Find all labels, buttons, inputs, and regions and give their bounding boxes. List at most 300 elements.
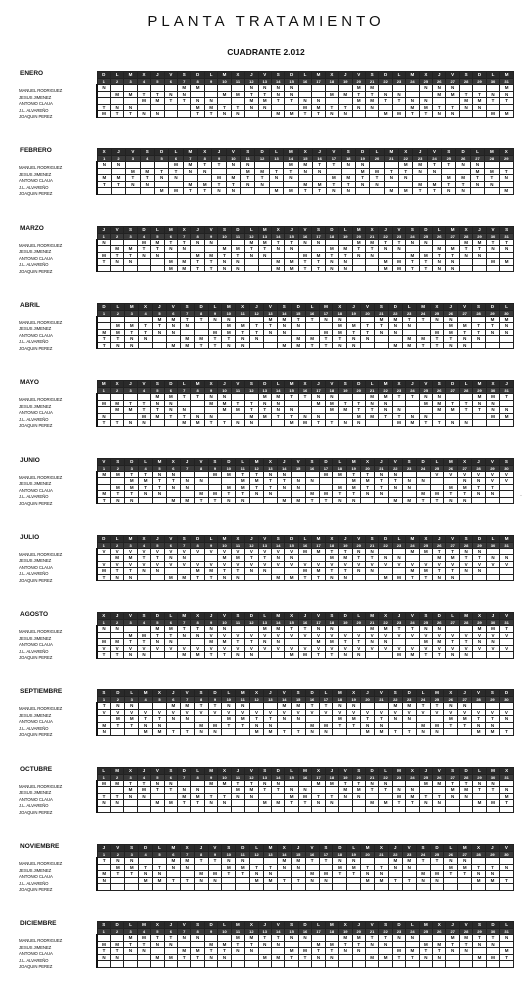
shift-cell: N (444, 316, 458, 323)
shift-cell: T (204, 652, 217, 659)
employee-name: JOAQUIN PEREZ (19, 809, 53, 815)
day-number-cell: 27 (446, 929, 459, 935)
shift-cell: T (258, 555, 271, 562)
shift-cell: N (271, 91, 284, 98)
shift-cell: T (472, 329, 486, 336)
shift-cell: M (416, 871, 430, 878)
shift-cell: N (277, 323, 291, 330)
shift-cell (285, 961, 298, 968)
shift-cell: T (137, 400, 150, 407)
shift-cell: V (473, 645, 486, 652)
employee-name: J.L. ALVAREÑO (19, 107, 49, 113)
weekday-cell: J (277, 458, 291, 465)
shift-cell: T (291, 729, 305, 736)
day-number-cell: 19 (339, 388, 352, 394)
day-number-cell: 15 (291, 852, 305, 858)
shift-cell: V (459, 632, 472, 639)
shift-cell: T (416, 316, 430, 323)
month-name: JULIO (20, 533, 40, 541)
day-number-cell: 31 (500, 542, 514, 548)
shift-cell: N (419, 394, 432, 401)
weekday-cell: S (325, 613, 338, 620)
shift-cell: T (245, 941, 258, 948)
weekday-cell: L (151, 226, 164, 233)
shift-cell: N (352, 793, 365, 800)
shift-cell: N (446, 420, 459, 427)
employee-name: MANUEL RODRIGUEZ (19, 551, 63, 557)
weekday-cell: L (164, 613, 177, 620)
weekday-cell: D (352, 381, 365, 388)
weekday-cell: L (392, 72, 405, 79)
shift-cell: M (204, 104, 217, 111)
shift-cell: T (406, 800, 419, 807)
weekday-cell: M (164, 226, 177, 233)
shift-cell: T (375, 716, 389, 723)
weekday-cell: M (231, 922, 244, 929)
shift-cell: T (458, 871, 472, 878)
day-number-cell: 21 (365, 620, 378, 626)
shift-cell (125, 729, 139, 736)
month-name: MARZO (20, 224, 44, 232)
shift-cell: T (347, 491, 361, 498)
weekday-cell: X (137, 535, 150, 542)
shift-cell: N (433, 259, 446, 266)
shift-cell: M (444, 864, 458, 871)
weekday-cell: D (419, 226, 432, 233)
weekday-cell: S (277, 303, 291, 310)
shift-cell: T (347, 329, 361, 336)
shift-cell: N (291, 478, 305, 485)
day-number-cell: 16 (298, 774, 311, 780)
shift-cell: T (486, 98, 499, 105)
shift-cell: T (194, 497, 208, 504)
shift-cell: N (264, 491, 278, 498)
shift-cell: N (388, 329, 402, 336)
shift-cell: M (284, 188, 298, 195)
shift-cell (137, 265, 150, 272)
shift-cell: T (419, 265, 432, 272)
shift-cell: V (125, 709, 139, 716)
employee-shift-row (97, 111, 514, 118)
shift-cell (352, 806, 365, 813)
weekday-cell: D (111, 690, 125, 697)
shift-cell: N (459, 948, 472, 955)
day-number-cell: 23 (402, 465, 416, 471)
weekday-cell: J (258, 922, 271, 929)
shift-cell: M (204, 941, 217, 948)
employee-name: JOAQUIN PEREZ (19, 964, 53, 970)
shift-cell: T (339, 252, 352, 259)
shift-cell: N (191, 413, 204, 420)
shift-cell: M (285, 652, 298, 659)
shift-cell: N (111, 703, 125, 710)
shift-cell: N (499, 323, 513, 330)
shift-cell: M (456, 175, 470, 182)
shift-cell: M (111, 329, 125, 336)
shift-cell: V (500, 561, 514, 568)
shift-cell: T (499, 877, 513, 884)
shift-cell: N (333, 497, 347, 504)
shift-cell: T (446, 780, 459, 787)
shift-cell: N (472, 871, 486, 878)
shift-cell: T (231, 400, 244, 407)
shift-cell: V (218, 632, 231, 639)
shift-cell: V (444, 471, 458, 478)
weekday-cell: L (139, 458, 153, 465)
weekday-cell: D (416, 458, 430, 465)
shift-cell (355, 188, 369, 195)
shift-cell: M (375, 877, 389, 884)
day-number-cell: 1 (97, 774, 110, 780)
shift-cell: M (277, 858, 291, 865)
day-number-cell: 9 (208, 465, 222, 471)
day-number-cell: 2 (111, 465, 125, 471)
shift-cell: M (406, 548, 419, 555)
page-title: PLANTA TRATAMIENTO (147, 13, 385, 30)
shift-cell (151, 961, 164, 968)
shift-cell: T (271, 413, 284, 420)
shift-cell: M (333, 471, 347, 478)
shift-cell: V (285, 561, 298, 568)
day-number-cell: 29 (473, 929, 486, 935)
day-number-cell: 4 (137, 388, 150, 394)
employee-name: J.L. ALVAREÑO (19, 339, 49, 345)
weekday-cell: X (419, 72, 432, 79)
shift-cell: T (231, 639, 244, 646)
shift-cell: T (236, 491, 250, 498)
day-number-cell: 3 (124, 542, 137, 548)
shift-cell (151, 806, 164, 813)
shift-cell: M (333, 323, 347, 330)
weekday-cell: D (379, 535, 392, 542)
month-schedule-table (96, 612, 514, 659)
day-number-cell: 7 (178, 388, 191, 394)
day-number-cell: 2 (110, 620, 123, 626)
shift-cell: M (298, 181, 312, 188)
shift-cell: M (446, 246, 459, 253)
shift-cell: N (500, 555, 514, 562)
weekday-cell: D (271, 767, 284, 774)
shift-cell: N (312, 954, 325, 961)
shift-cell: V (204, 561, 217, 568)
shift-cell: T (444, 722, 458, 729)
shift-cell: M (433, 400, 446, 407)
shift-cell: M (110, 555, 123, 562)
shift-cell: N (110, 626, 123, 633)
shift-cell: V (433, 645, 446, 652)
shift-cell: M (191, 420, 204, 427)
weekday-cell: S (241, 149, 255, 156)
shift-cell: T (433, 568, 446, 575)
day-number-cell: 20 (352, 542, 365, 548)
shift-cell: N (97, 800, 110, 807)
shift-cell: M (264, 729, 278, 736)
shift-cell: V (486, 561, 499, 568)
shift-cell: V (312, 632, 325, 639)
shift-cell: M (406, 420, 419, 427)
month-name: JUNIO (20, 456, 40, 464)
shift-cell: N (402, 716, 416, 723)
shift-cell: M (124, 787, 137, 794)
shift-cell: N (473, 252, 486, 259)
shift-cell: M (137, 787, 150, 794)
shift-cell: T (178, 800, 191, 807)
shift-cell: T (339, 780, 352, 787)
shift-cell: M (298, 104, 311, 111)
month-name: NOVIEMBRE (20, 843, 60, 850)
shift-cell (473, 652, 486, 659)
weekday-cell: V (388, 458, 402, 465)
shift-cell: T (312, 793, 325, 800)
weekday-cell: M (250, 458, 264, 465)
shift-cell: V (204, 548, 217, 555)
shift-cell: N (154, 175, 168, 182)
shift-cell: N (486, 246, 499, 253)
shift-cell: N (285, 407, 298, 414)
shift-cell: M (258, 394, 271, 401)
shift-cell: N (236, 342, 250, 349)
employee-name: ANTONIO CLAUA (19, 255, 53, 261)
weekday-cell: X (110, 381, 123, 388)
weekday-cell: D (433, 613, 446, 620)
shift-cell: T (347, 471, 361, 478)
day-number-cell: 8 (191, 233, 204, 239)
shift-cell: V (191, 561, 204, 568)
shift-cell: N (212, 188, 226, 195)
shift-cell: V (419, 561, 432, 568)
shift-cell: M (486, 316, 500, 323)
weekday-cell: V (164, 72, 177, 79)
day-number-cell: 10 (222, 465, 236, 471)
weekday-cell: X (473, 613, 486, 620)
weekday-cell: S (459, 72, 472, 79)
shift-cell: T (459, 555, 472, 562)
shift-cell: M (277, 497, 291, 504)
weekday-cell: D (298, 922, 311, 929)
weekday-cell: S (151, 381, 164, 388)
weekday-cell: M (124, 535, 137, 542)
shift-cell: N (319, 316, 333, 323)
weekday-cell: S (178, 535, 191, 542)
shift-cell: M (413, 162, 427, 169)
shift-cell: V (111, 709, 125, 716)
shift-cell: N (486, 941, 499, 948)
day-number-cell: 30 (499, 310, 513, 316)
shift-cell: N (291, 484, 305, 491)
shift-cell: M (298, 568, 311, 575)
shift-cell: V (204, 632, 217, 639)
shift-cell: N (164, 941, 177, 948)
shift-cell: N (125, 703, 139, 710)
shift-cell (312, 961, 325, 968)
shift-cell: T (392, 394, 405, 401)
shift-cell: N (327, 188, 341, 195)
shift-cell (218, 961, 231, 968)
shift-cell: N (277, 471, 291, 478)
shift-cell: T (352, 639, 365, 646)
day-number-cell: 22 (379, 542, 392, 548)
shift-cell: N (388, 484, 402, 491)
shift-cell: N (352, 652, 365, 659)
shift-cell: M (500, 85, 514, 92)
shift-cell: V (137, 645, 150, 652)
weekday-cell: V (352, 535, 365, 542)
shift-cell: M (191, 252, 204, 259)
shift-cell: V (204, 645, 217, 652)
shift-cell: N (284, 175, 298, 182)
day-number-cell: 21 (365, 388, 378, 394)
weekday-cell: V (180, 690, 194, 697)
shift-cell: M (137, 935, 150, 942)
weekday-cell: D (319, 458, 333, 465)
day-number-cell: 6 (164, 233, 177, 239)
weekday-cell: S (486, 690, 500, 697)
shift-cell: M (365, 85, 378, 92)
shift-cell: T (446, 639, 459, 646)
employee-name: MANUEL RODRIGUEZ (19, 629, 63, 635)
weekday-cell: D (285, 72, 298, 79)
shift-cell: T (191, 259, 204, 266)
shift-cell: N (319, 877, 333, 884)
shift-cell: T (365, 935, 378, 942)
weekday-cell: X (325, 72, 338, 79)
shift-cell: T (139, 323, 153, 330)
weekday-cell: S (305, 458, 319, 465)
employee-name: MANUEL RODRIGUEZ (19, 397, 63, 403)
weekday-cell: J (231, 767, 244, 774)
shift-cell: M (347, 716, 361, 723)
shift-cell: N (388, 716, 402, 723)
weekday-cell: V (327, 149, 341, 156)
shift-cell (459, 961, 472, 968)
weekday-cell: J (97, 226, 110, 233)
day-number-cell: 12 (250, 465, 264, 471)
shift-cell: T (124, 639, 137, 646)
shift-cell (305, 884, 319, 891)
shift-cell (365, 111, 378, 118)
weekday-cell: V (137, 381, 150, 388)
shift-cell: V (486, 478, 500, 485)
weekday-cell: J (312, 149, 326, 156)
shift-cell: N (500, 407, 514, 414)
weekday-cell: X (444, 690, 458, 697)
weekday-cell: L (110, 535, 123, 542)
weekday-cell: M (166, 845, 180, 852)
weekday-cell: X (180, 845, 194, 852)
shift-cell: M (236, 484, 250, 491)
shift-cell: T (153, 478, 167, 485)
day-number-cell: 2 (110, 233, 123, 239)
shift-cell: T (125, 722, 139, 729)
day-number-cell: 9 (204, 620, 217, 626)
shift-cell: M (97, 329, 111, 336)
shift-cell (178, 806, 191, 813)
employee-name: JESUS JIMENEZ (19, 403, 52, 409)
shift-cell: V (258, 632, 271, 639)
shift-cell: M (375, 316, 389, 323)
shift-cell: T (153, 323, 167, 330)
shift-cell: T (500, 98, 514, 105)
shift-cell: M (433, 246, 446, 253)
shift-cell: T (125, 471, 139, 478)
shift-cell: N (333, 703, 347, 710)
shift-cell: T (500, 954, 514, 961)
day-number-cell: 4 (137, 620, 150, 626)
weekday-cell: V (258, 72, 271, 79)
shift-cell: M (291, 342, 305, 349)
weekday-cell: S (194, 690, 208, 697)
shift-cell: N (222, 858, 236, 865)
shift-cell: V (97, 548, 110, 555)
shift-cell: N (325, 265, 338, 272)
shift-cell: M (365, 98, 378, 105)
weekday-cell: S (472, 303, 486, 310)
shift-cell: T (258, 787, 271, 794)
shift-cell: T (97, 497, 111, 504)
shift-cell: N (375, 471, 389, 478)
day-number-cell: 18 (325, 79, 338, 85)
shift-cell: M (473, 626, 486, 633)
shift-cell: M (312, 400, 325, 407)
shift-cell: V (178, 548, 191, 555)
shift-cell: M (218, 246, 231, 253)
shift-cell: T (153, 716, 167, 723)
weekday-cell: M (139, 690, 153, 697)
shift-cell: M (285, 259, 298, 266)
employee-shift-row (97, 265, 514, 272)
shift-cell: M (204, 780, 217, 787)
shift-cell: V (231, 632, 244, 639)
month-schedule-table (96, 380, 514, 427)
shift-cell: N (111, 342, 125, 349)
shift-cell (379, 806, 392, 813)
day-number-cell: 22 (399, 156, 413, 162)
shift-cell (472, 342, 486, 349)
shift-cell: N (231, 652, 244, 659)
day-number-cell: 18 (333, 310, 347, 316)
shift-cell: M (125, 484, 139, 491)
day-number-cell: 10 (222, 697, 236, 703)
shift-cell: N (365, 104, 378, 111)
shift-cell: M (285, 420, 298, 427)
shift-cell: M (365, 394, 378, 401)
shift-cell: T (291, 316, 305, 323)
shift-cell (97, 188, 111, 195)
shift-cell: T (236, 722, 250, 729)
day-number-cell: 6 (164, 620, 177, 626)
shift-cell: N (325, 800, 338, 807)
day-number-cell: 4 (137, 233, 150, 239)
shift-cell: N (444, 497, 458, 504)
shift-cell: T (111, 336, 125, 343)
shift-cell: M (271, 954, 284, 961)
day-number-cell: 14 (271, 388, 284, 394)
shift-cell: N (111, 162, 125, 169)
shift-cell: N (298, 787, 311, 794)
shift-cell: T (97, 342, 111, 349)
weekday-cell: V (126, 149, 140, 156)
shift-cell: M (430, 491, 444, 498)
shift-cell: T (361, 864, 375, 871)
weekday-cell: X (459, 226, 472, 233)
shift-cell (264, 497, 278, 504)
day-number-cell: 10 (218, 620, 231, 626)
shift-cell: T (298, 574, 311, 581)
employee-name: J.L. ALVAREÑO (19, 880, 49, 886)
day-number-cell: 5 (151, 929, 164, 935)
day-number-cell: 22 (379, 620, 392, 626)
shift-cell (258, 111, 271, 118)
